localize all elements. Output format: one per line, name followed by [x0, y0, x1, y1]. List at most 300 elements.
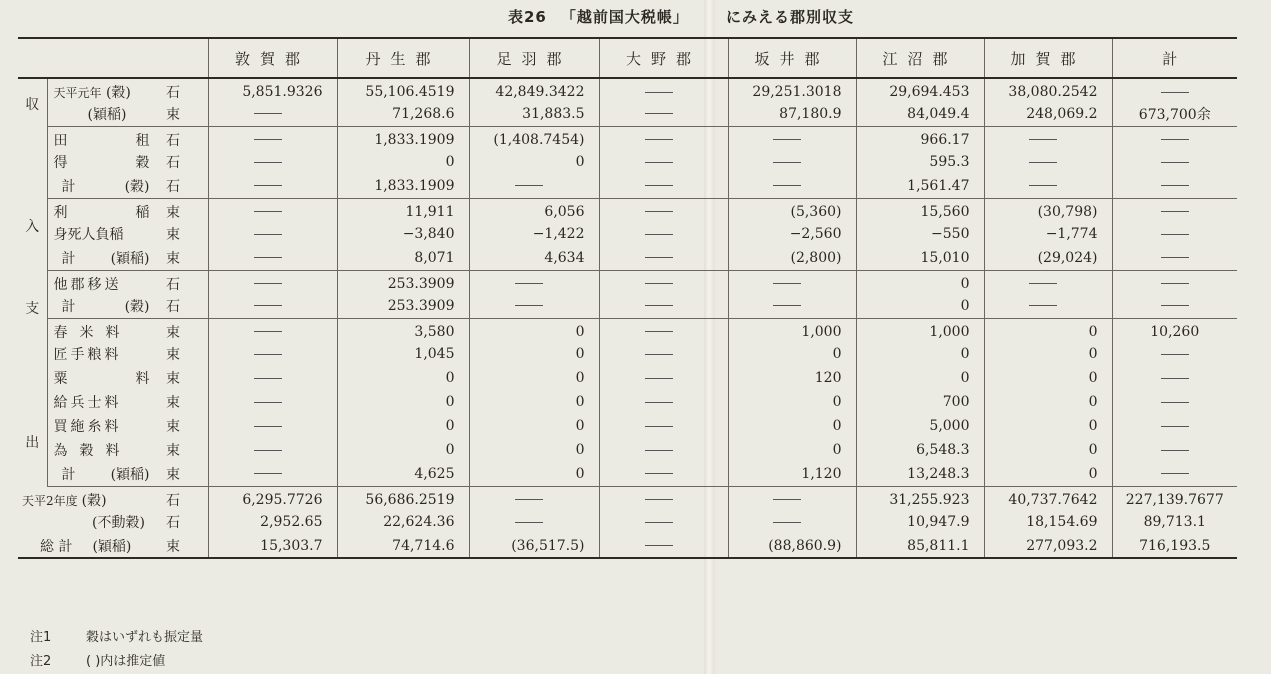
- empty-dash-cell: [728, 150, 856, 174]
- empty-dash-cell: [469, 486, 599, 510]
- row-label-part: 天平元年: [53, 86, 102, 100]
- row-label-part: (穀): [105, 85, 131, 101]
- value-cell: 120: [728, 366, 856, 390]
- empty-dash-cell: [208, 342, 337, 366]
- unit-cell: 束: [164, 342, 208, 366]
- table-row: [18, 198, 1237, 222]
- value-cell: 29,251.3018: [728, 78, 856, 102]
- row-label: [47, 462, 164, 486]
- empty-dash-cell: [599, 486, 728, 510]
- row-label-part: (穎稲): [92, 538, 132, 555]
- unit-cell: 束: [164, 222, 208, 246]
- value-cell: (1,408.7454): [469, 126, 599, 150]
- dash-mark: [645, 92, 673, 93]
- value-cell: 1,045: [337, 342, 469, 366]
- dash-mark: [1161, 234, 1189, 235]
- row-label: [47, 102, 164, 126]
- empty-dash-cell: [1112, 246, 1237, 270]
- row-label: [47, 294, 164, 318]
- value-cell: 0: [984, 318, 1112, 342]
- empty-dash-cell: [599, 102, 728, 126]
- dash-mark: [645, 473, 673, 474]
- unit-cell: 石: [164, 78, 208, 102]
- value-cell: 1,833.1909: [337, 126, 469, 150]
- value-cell: 0: [984, 390, 1112, 414]
- dash-mark: [645, 185, 673, 186]
- value-cell: 22,624.36: [337, 510, 469, 534]
- value-cell: 0: [337, 414, 469, 438]
- value-cell: 29,694.453: [856, 78, 984, 102]
- value-cell: 55,106.4519: [337, 78, 469, 102]
- value-cell: 42,849.3422: [469, 78, 599, 102]
- value-cell: (5,360): [728, 198, 856, 222]
- empty-dash-cell: [208, 318, 337, 342]
- unit-cell: 束: [164, 534, 208, 558]
- row-label: [18, 510, 164, 534]
- dash-mark: [645, 331, 673, 332]
- row-label-part: 計: [61, 466, 76, 483]
- dash-mark: [254, 305, 282, 306]
- unit-cell: 束: [164, 462, 208, 486]
- value-cell: 0: [728, 390, 856, 414]
- section-label-shutsu: [18, 318, 47, 486]
- title-name: 「越前国大税帳」: [560, 8, 689, 26]
- value-cell: 6,056: [469, 198, 599, 222]
- empty-dash-cell: [728, 126, 856, 150]
- empty-dash-cell: [1112, 342, 1237, 366]
- dash-mark: [1029, 185, 1057, 186]
- row-label-part: 稲: [135, 204, 150, 221]
- dash-mark: [1161, 211, 1189, 212]
- unit-cell: 石: [164, 294, 208, 318]
- value-cell: 0: [984, 462, 1112, 486]
- empty-dash-cell: [1112, 150, 1237, 174]
- row-label-part: (穀): [124, 178, 150, 195]
- section-label-text: 支: [25, 301, 40, 317]
- dash-mark: [515, 522, 543, 523]
- section-label-shi: [18, 270, 47, 318]
- value-cell: 40,737.7642: [984, 486, 1112, 510]
- unit-cell: 束: [164, 414, 208, 438]
- unit-cell: 束: [164, 366, 208, 390]
- dash-mark: [645, 139, 673, 140]
- dash-mark: [254, 139, 282, 140]
- unit-cell: 石: [164, 510, 208, 534]
- col-header: 丹生郡: [337, 38, 469, 78]
- dash-mark: [1161, 473, 1189, 474]
- value-cell: 1,000: [728, 318, 856, 342]
- empty-dash-cell: [599, 318, 728, 342]
- empty-dash-cell: [599, 510, 728, 534]
- table-row: [18, 126, 1237, 150]
- row-label: 他郡移送: [53, 276, 122, 293]
- empty-dash-cell: [1112, 270, 1237, 294]
- table-row: [18, 534, 1237, 558]
- value-cell: 1,000: [856, 318, 984, 342]
- dash-mark: [1161, 92, 1189, 93]
- dash-mark: [1161, 305, 1189, 306]
- value-cell: 700: [856, 390, 984, 414]
- row-label-part: 計: [61, 178, 76, 195]
- empty-dash-cell: [469, 174, 599, 198]
- table-row: [18, 174, 1237, 198]
- value-cell: 1,120: [728, 462, 856, 486]
- col-header: 坂井郡: [728, 38, 856, 78]
- dash-mark: [645, 162, 673, 163]
- value-cell: 10,947.9: [856, 510, 984, 534]
- row-label: 給兵士料: [53, 395, 122, 411]
- dash-mark: [515, 185, 543, 186]
- empty-dash-cell: [728, 270, 856, 294]
- empty-dash-cell: [1112, 126, 1237, 150]
- row-label: [18, 486, 164, 510]
- value-cell: 1,561.47: [856, 174, 984, 198]
- value-cell: 15,303.7: [208, 534, 337, 558]
- dash-mark: [773, 283, 801, 284]
- value-cell: 6,548.3: [856, 438, 984, 462]
- empty-dash-cell: [599, 150, 728, 174]
- row-label: [18, 534, 164, 558]
- value-cell: (29,024): [984, 246, 1112, 270]
- table-row: [18, 246, 1237, 270]
- footnote-key: 注2: [30, 654, 52, 669]
- empty-dash-cell: [599, 462, 728, 486]
- dash-mark: [254, 331, 282, 332]
- value-cell: 5,000: [856, 414, 984, 438]
- row-label-part: 天平2年度: [22, 493, 78, 508]
- empty-dash-cell: [1112, 78, 1237, 102]
- row-label-part: 料: [135, 371, 150, 387]
- dash-mark: [773, 139, 801, 140]
- empty-dash-cell: [599, 438, 728, 462]
- empty-dash-cell: [1112, 438, 1237, 462]
- empty-dash-cell: [469, 510, 599, 534]
- dash-mark: [254, 450, 282, 451]
- value-cell: 15,010: [856, 246, 984, 270]
- value-cell: 0: [728, 438, 856, 462]
- empty-dash-cell: [728, 510, 856, 534]
- empty-dash-cell: [208, 198, 337, 222]
- value-cell: 0: [984, 366, 1112, 390]
- table-row: [18, 270, 1237, 294]
- empty-dash-cell: [984, 174, 1112, 198]
- empty-dash-cell: [984, 126, 1112, 150]
- col-header: 大野郡: [599, 38, 728, 78]
- row-label: [47, 126, 164, 150]
- empty-dash-cell: [728, 294, 856, 318]
- value-cell: 4,634: [469, 246, 599, 270]
- unit-cell: 束: [164, 390, 208, 414]
- empty-dash-cell: [1112, 414, 1237, 438]
- dash-mark: [1161, 162, 1189, 163]
- empty-dash-cell: [208, 414, 337, 438]
- table-row: [18, 414, 1237, 438]
- dash-mark: [645, 545, 673, 546]
- dash-mark: [645, 234, 673, 235]
- value-cell: 6,295.7726: [208, 486, 337, 510]
- dash-mark: [1161, 354, 1189, 355]
- value-cell: 8,071: [337, 246, 469, 270]
- value-cell: 38,080.2542: [984, 78, 1112, 102]
- unit-cell: 束: [164, 246, 208, 270]
- value-cell: 71,268.6: [337, 102, 469, 126]
- empty-dash-cell: [599, 174, 728, 198]
- value-cell: (88,860.9): [728, 534, 856, 558]
- section-label-text: 入: [25, 219, 40, 235]
- dash-mark: [1161, 450, 1189, 451]
- value-cell: 3,580: [337, 318, 469, 342]
- footnote: [30, 626, 203, 650]
- dash-mark: [773, 522, 801, 523]
- unit-cell: 石: [164, 174, 208, 198]
- dash-mark: [254, 257, 282, 258]
- dash-mark: [1161, 378, 1189, 379]
- empty-dash-cell: [469, 270, 599, 294]
- table-row: [18, 366, 1237, 390]
- row-label-part: 得: [53, 155, 68, 171]
- row-label: [47, 246, 164, 270]
- table-row: [18, 222, 1237, 246]
- value-cell: 0: [469, 414, 599, 438]
- empty-dash-cell: [1112, 198, 1237, 222]
- dash-mark: [254, 473, 282, 474]
- row-label: 身死人負稲: [53, 227, 124, 243]
- row-label-part: (穀): [124, 298, 150, 315]
- dash-mark: [645, 354, 673, 355]
- dash-mark: [254, 283, 282, 284]
- dash-mark: [645, 402, 673, 403]
- empty-dash-cell: [599, 270, 728, 294]
- value-cell: 716,193.5: [1112, 534, 1237, 558]
- row-label-part: (穀): [81, 492, 107, 509]
- row-label-part: 計: [61, 250, 76, 267]
- value-cell: 31,883.5: [469, 102, 599, 126]
- dash-mark: [1161, 185, 1189, 186]
- value-cell: 5,851.9326: [208, 78, 337, 102]
- value-cell: 0: [469, 366, 599, 390]
- value-cell: 0: [469, 438, 599, 462]
- value-cell: 0: [469, 342, 599, 366]
- value-cell: 253.3909: [337, 294, 469, 318]
- value-cell: −3,840: [337, 222, 469, 246]
- dash-mark: [254, 113, 282, 114]
- footnote-text: 穀はいずれも振定量: [86, 630, 204, 645]
- row-label-part: (不動穀): [92, 515, 145, 531]
- value-cell: (2,800): [728, 246, 856, 270]
- empty-dash-cell: [208, 270, 337, 294]
- dash-mark: [1161, 283, 1189, 284]
- unit-cell: 束: [164, 102, 208, 126]
- empty-dash-cell: [208, 390, 337, 414]
- row-label-part: 利: [53, 204, 68, 221]
- row-label: [47, 150, 164, 174]
- empty-dash-cell: [1112, 366, 1237, 390]
- section-label-text: 出: [25, 435, 40, 451]
- value-cell: 0: [856, 366, 984, 390]
- row-label: [47, 198, 164, 222]
- dash-mark: [645, 426, 673, 427]
- empty-dash-cell: [208, 438, 337, 462]
- empty-dash-cell: [208, 150, 337, 174]
- dash-mark: [1161, 426, 1189, 427]
- value-cell: 0: [984, 414, 1112, 438]
- dash-mark: [645, 305, 673, 306]
- empty-dash-cell: [599, 78, 728, 102]
- empty-dash-cell: [599, 198, 728, 222]
- footnote: [30, 650, 203, 674]
- empty-dash-cell: [1112, 222, 1237, 246]
- table-row: [18, 150, 1237, 174]
- empty-dash-cell: [984, 294, 1112, 318]
- value-cell: 0: [469, 150, 599, 174]
- value-cell: 0: [469, 390, 599, 414]
- empty-dash-cell: [208, 174, 337, 198]
- value-cell: 56,686.2519: [337, 486, 469, 510]
- row-label-part: 租: [135, 132, 150, 149]
- value-cell: 85,811.1: [856, 534, 984, 558]
- table-row: [18, 462, 1237, 486]
- empty-dash-cell: [984, 150, 1112, 174]
- row-label-part: 穀: [135, 155, 150, 171]
- value-cell: 74,714.6: [337, 534, 469, 558]
- value-cell: 4,625: [337, 462, 469, 486]
- header-row: [18, 38, 1237, 78]
- dash-mark: [515, 283, 543, 284]
- value-cell: 277,093.2: [984, 534, 1112, 558]
- empty-dash-cell: [208, 222, 337, 246]
- value-cell: 31,255.923: [856, 486, 984, 510]
- dash-mark: [254, 354, 282, 355]
- value-cell: 0: [469, 462, 599, 486]
- dash-mark: [645, 257, 673, 258]
- dash-mark: [254, 162, 282, 163]
- value-cell: 253.3909: [337, 270, 469, 294]
- dash-mark: [254, 234, 282, 235]
- value-cell: (36,517.5): [469, 534, 599, 558]
- title-suffix: にみえる郡別収支: [726, 8, 855, 26]
- row-label: 為穀料: [53, 443, 132, 459]
- dash-mark: [254, 211, 282, 212]
- empty-dash-cell: [208, 126, 337, 150]
- dash-mark: [773, 162, 801, 163]
- row-label-part: (穎稲): [110, 466, 150, 483]
- empty-dash-cell: [984, 270, 1112, 294]
- value-cell: −1,422: [469, 222, 599, 246]
- empty-dash-cell: [599, 366, 728, 390]
- row-label: 春米料: [53, 324, 132, 341]
- unit-cell: 石: [164, 126, 208, 150]
- section-label-shu: 収: [18, 78, 47, 126]
- dash-mark: [773, 185, 801, 186]
- unit-cell: 束: [164, 198, 208, 222]
- row-label: [47, 174, 164, 198]
- value-cell: 595.3: [856, 150, 984, 174]
- empty-dash-cell: [599, 222, 728, 246]
- dash-mark: [645, 211, 673, 212]
- empty-dash-cell: [208, 102, 337, 126]
- table-row: [18, 486, 1237, 510]
- dash-mark: [1029, 283, 1057, 284]
- value-cell: 227,139.7677: [1125, 491, 1224, 508]
- dash-mark: [515, 499, 543, 500]
- col-header: 敦賀郡: [208, 38, 337, 78]
- value-cell: 1,833.1909: [337, 174, 469, 198]
- value-cell: 87,180.9: [728, 102, 856, 126]
- dash-mark: [1029, 162, 1057, 163]
- value-cell: 0: [856, 270, 984, 294]
- unit-cell: 束: [164, 438, 208, 462]
- dash-mark: [254, 185, 282, 186]
- dash-mark: [645, 499, 673, 500]
- table-row: [18, 342, 1237, 366]
- dash-mark: [773, 499, 801, 500]
- value-cell: 0: [337, 390, 469, 414]
- col-header: 足羽郡: [469, 38, 599, 78]
- value-cell: 10,260: [1150, 323, 1200, 340]
- empty-dash-cell: [1112, 390, 1237, 414]
- value-cell: 11,911: [337, 198, 469, 222]
- empty-dash-cell: [208, 246, 337, 270]
- dash-mark: [645, 450, 673, 451]
- value-cell: 0: [856, 294, 984, 318]
- empty-dash-cell: [728, 486, 856, 510]
- value-cell: 89,713.1: [1143, 514, 1206, 530]
- empty-dash-cell: [599, 414, 728, 438]
- table-title: [508, 6, 855, 27]
- value-cell: 0: [337, 438, 469, 462]
- value-cell: 0: [728, 414, 856, 438]
- row-label: 匠手粮料: [53, 347, 122, 363]
- dash-mark: [773, 305, 801, 306]
- value-cell: 0: [856, 342, 984, 366]
- value-cell: 0: [984, 342, 1112, 366]
- value-cell: 248,069.2: [984, 102, 1112, 126]
- dash-mark: [254, 426, 282, 427]
- empty-dash-cell: [469, 294, 599, 318]
- table-row: [18, 294, 1237, 318]
- value-cell: 673,700余: [1112, 102, 1237, 126]
- value-cell: 84,049.4: [856, 102, 984, 126]
- value-cell: 966.17: [856, 126, 984, 150]
- dash-mark: [645, 522, 673, 523]
- value-cell: 0: [469, 318, 599, 342]
- empty-dash-cell: [599, 126, 728, 150]
- table-row: [18, 318, 1237, 342]
- value-cell: 2,952.65: [208, 510, 337, 534]
- empty-dash-cell: [728, 174, 856, 198]
- row-label-part: 計: [61, 298, 76, 315]
- dash-mark: [645, 283, 673, 284]
- unit-cell: 石: [164, 270, 208, 294]
- table-row: [18, 390, 1237, 414]
- row-label-part: 田: [53, 132, 68, 149]
- value-cell: (30,798): [984, 198, 1112, 222]
- title-prefix: 表26: [508, 8, 547, 26]
- empty-dash-cell: [208, 294, 337, 318]
- dash-mark: [1161, 402, 1189, 403]
- value-cell: 0: [984, 438, 1112, 462]
- empty-dash-cell: [208, 462, 337, 486]
- empty-dash-cell: [208, 366, 337, 390]
- value-cell: 13,248.3: [856, 462, 984, 486]
- col-header: 江沼郡: [856, 38, 984, 78]
- row-label: [47, 78, 164, 102]
- empty-dash-cell: [1112, 462, 1237, 486]
- header-blank: [18, 38, 208, 78]
- value-cell: 0: [728, 342, 856, 366]
- value-cell: −1,774: [984, 222, 1112, 246]
- table-row: [18, 78, 1237, 102]
